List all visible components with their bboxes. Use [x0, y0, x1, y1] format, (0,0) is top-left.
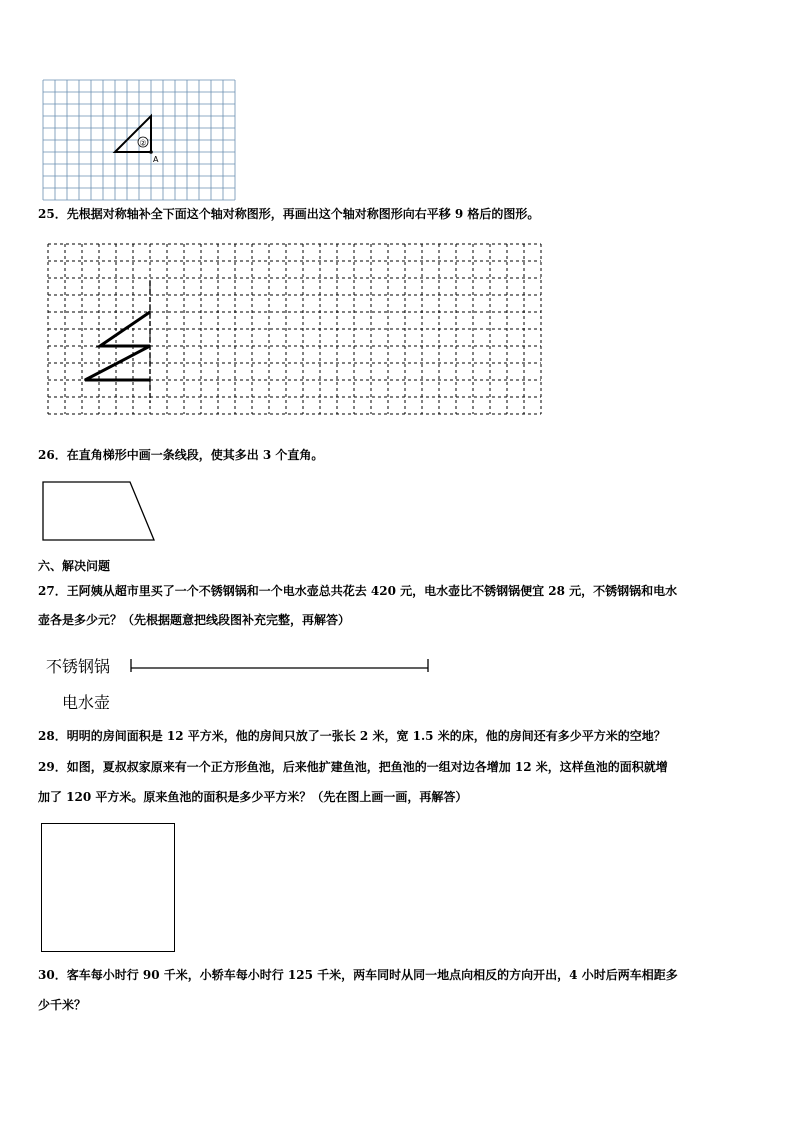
square-pond [41, 823, 175, 952]
question-28: 28．明明的房间面积是 12 平方米，他的房间只放了一张长 2 米，宽 1.5 米的床，他的房间还有多少平方米的空地？ [38, 729, 666, 743]
question-25: 25．先根据对称轴补全下面这个轴对称图形，再画出这个轴对称图形向右平移 9 格后的图形。 [38, 207, 540, 221]
question-27-line2: 壶各是多少元？（先根据题意把线段图补充完整，再解答） [38, 613, 351, 627]
question-29-line1: 29．如图，夏叔叔家原来有一个正方形鱼池，后来他扩建鱼池，把鱼池的一组对边各增加 12 米，这样鱼池的面积就增 [38, 760, 668, 774]
question-27-line1: 27．王阿姨从超市里买了一个不锈钢锅和一个电水壶总共花去 420 元，电水壶比不锈钢锅便宜 28 元，不锈钢锅和电水 [38, 584, 678, 598]
point-a-dot [149, 150, 153, 154]
segment-diagram [128, 652, 438, 682]
section-title: 六、解决问题 [38, 559, 111, 573]
question-30-line1: 30．客车每小时行 90 千米，小轿车每小时行 125 千米，两车同时从同一地点向相反的方向开出，4 小时后两车相距多 [38, 968, 678, 982]
question-30-line2: 少千米？ [38, 998, 87, 1012]
triangle-label: ② [139, 138, 147, 148]
label-steel-pot: 不锈钢锅 [46, 657, 111, 676]
grid-figure-24 [42, 76, 242, 201]
right-trapezoid [42, 480, 172, 545]
label-kettle: 电水壶 [62, 693, 111, 712]
dotted-grid-25 [47, 243, 547, 433]
question-29-line2: 加了 120 平方米。原来鱼池的面积是多少平方米？（先在图上画一画，再解答） [38, 790, 468, 804]
point-a-label: A [153, 155, 159, 164]
zigzag-shape [85, 312, 150, 380]
question-26: 26．在直角梯形中画一条线段，使其多出 3 个直角。 [38, 448, 324, 462]
